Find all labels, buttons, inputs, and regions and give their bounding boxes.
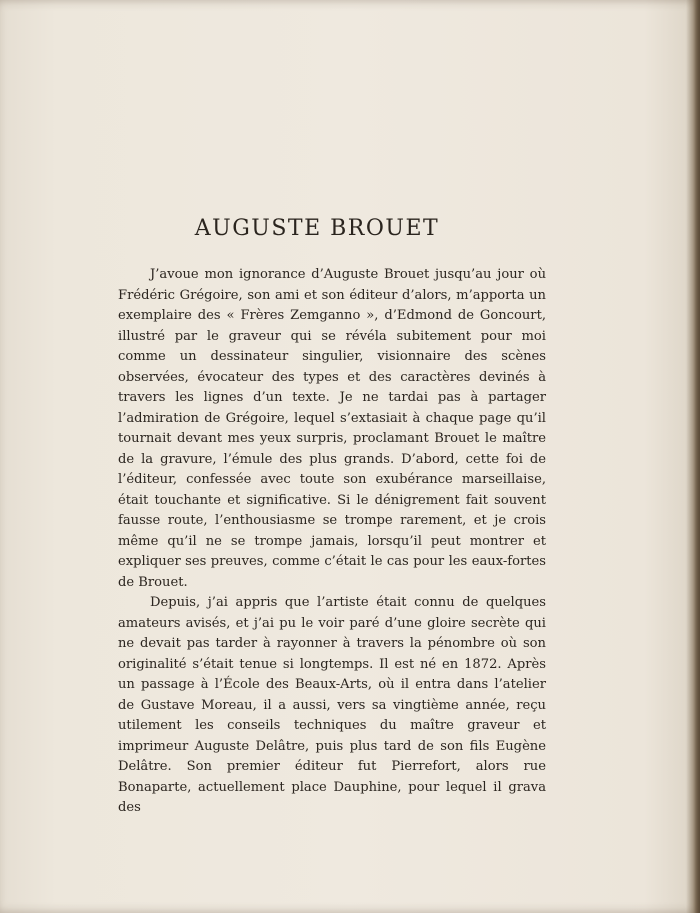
paragraph-1: J’avoue mon ignorance d’Auguste Brouet jusqu’au jour où Frédéric Grégoire, son ami et son éditeur d’alors, m’apporta un exemplaire des « Frères Zemganno », d’Edmond de Goncourt, illustré par le graveur qui se révéla subitement pour moi comme un dessinateur singulier, visionnaire des scènes observées, évocateur des types et des caractères devinés à travers les lignes d’un texte. Je ne tardai pas à partager l’admiration de Grégoire, lequel s’extasiait à chaque page qu’il tournait devant mes yeux surpris, proclamant Brouet le maître de la gravure, l’émule des plus grands. D’abord, cette foi de l’éditeur, confessée avec toute son exubérance marseillaise, était touchante et significative. Si le dénigrement fait souvent fausse route, l’enthousiasme se trompe rarement, et je crois même qu’il ne se trompe jamais, lorsqu’il peut montrer et expliquer ses preuves, comme c’était le cas pour les eaux-fortes de Brouet.: [118, 267, 546, 590]
paragraph-2: Depuis, j’ai appris que l’artiste était connu de quelques amateurs avisés, et j’ai pu le voir paré d’une gloire secrète qui ne devait pas tarder à rayonner à travers la pénombre où son originalité s’était tenue si longtemps. Il est né en 1872. Après un passage à l’École des Beaux-Arts, où il entra dans l’atelier de Gustave Moreau, il a aussi, vers sa vingtième année, reçu utilement les conseils techniques du maître graveur et imprimeur Auguste Delâtre, puis plus tard de son fils Eugène Delâtre. Son premier éditeur fut Pierrefort, alors rue Bonaparte, actuellement place Dauphine, pour lequel il grava des: [118, 595, 546, 815]
page-title: AUGUSTE BROUET: [194, 216, 440, 241]
body-text: [118, 265, 546, 819]
